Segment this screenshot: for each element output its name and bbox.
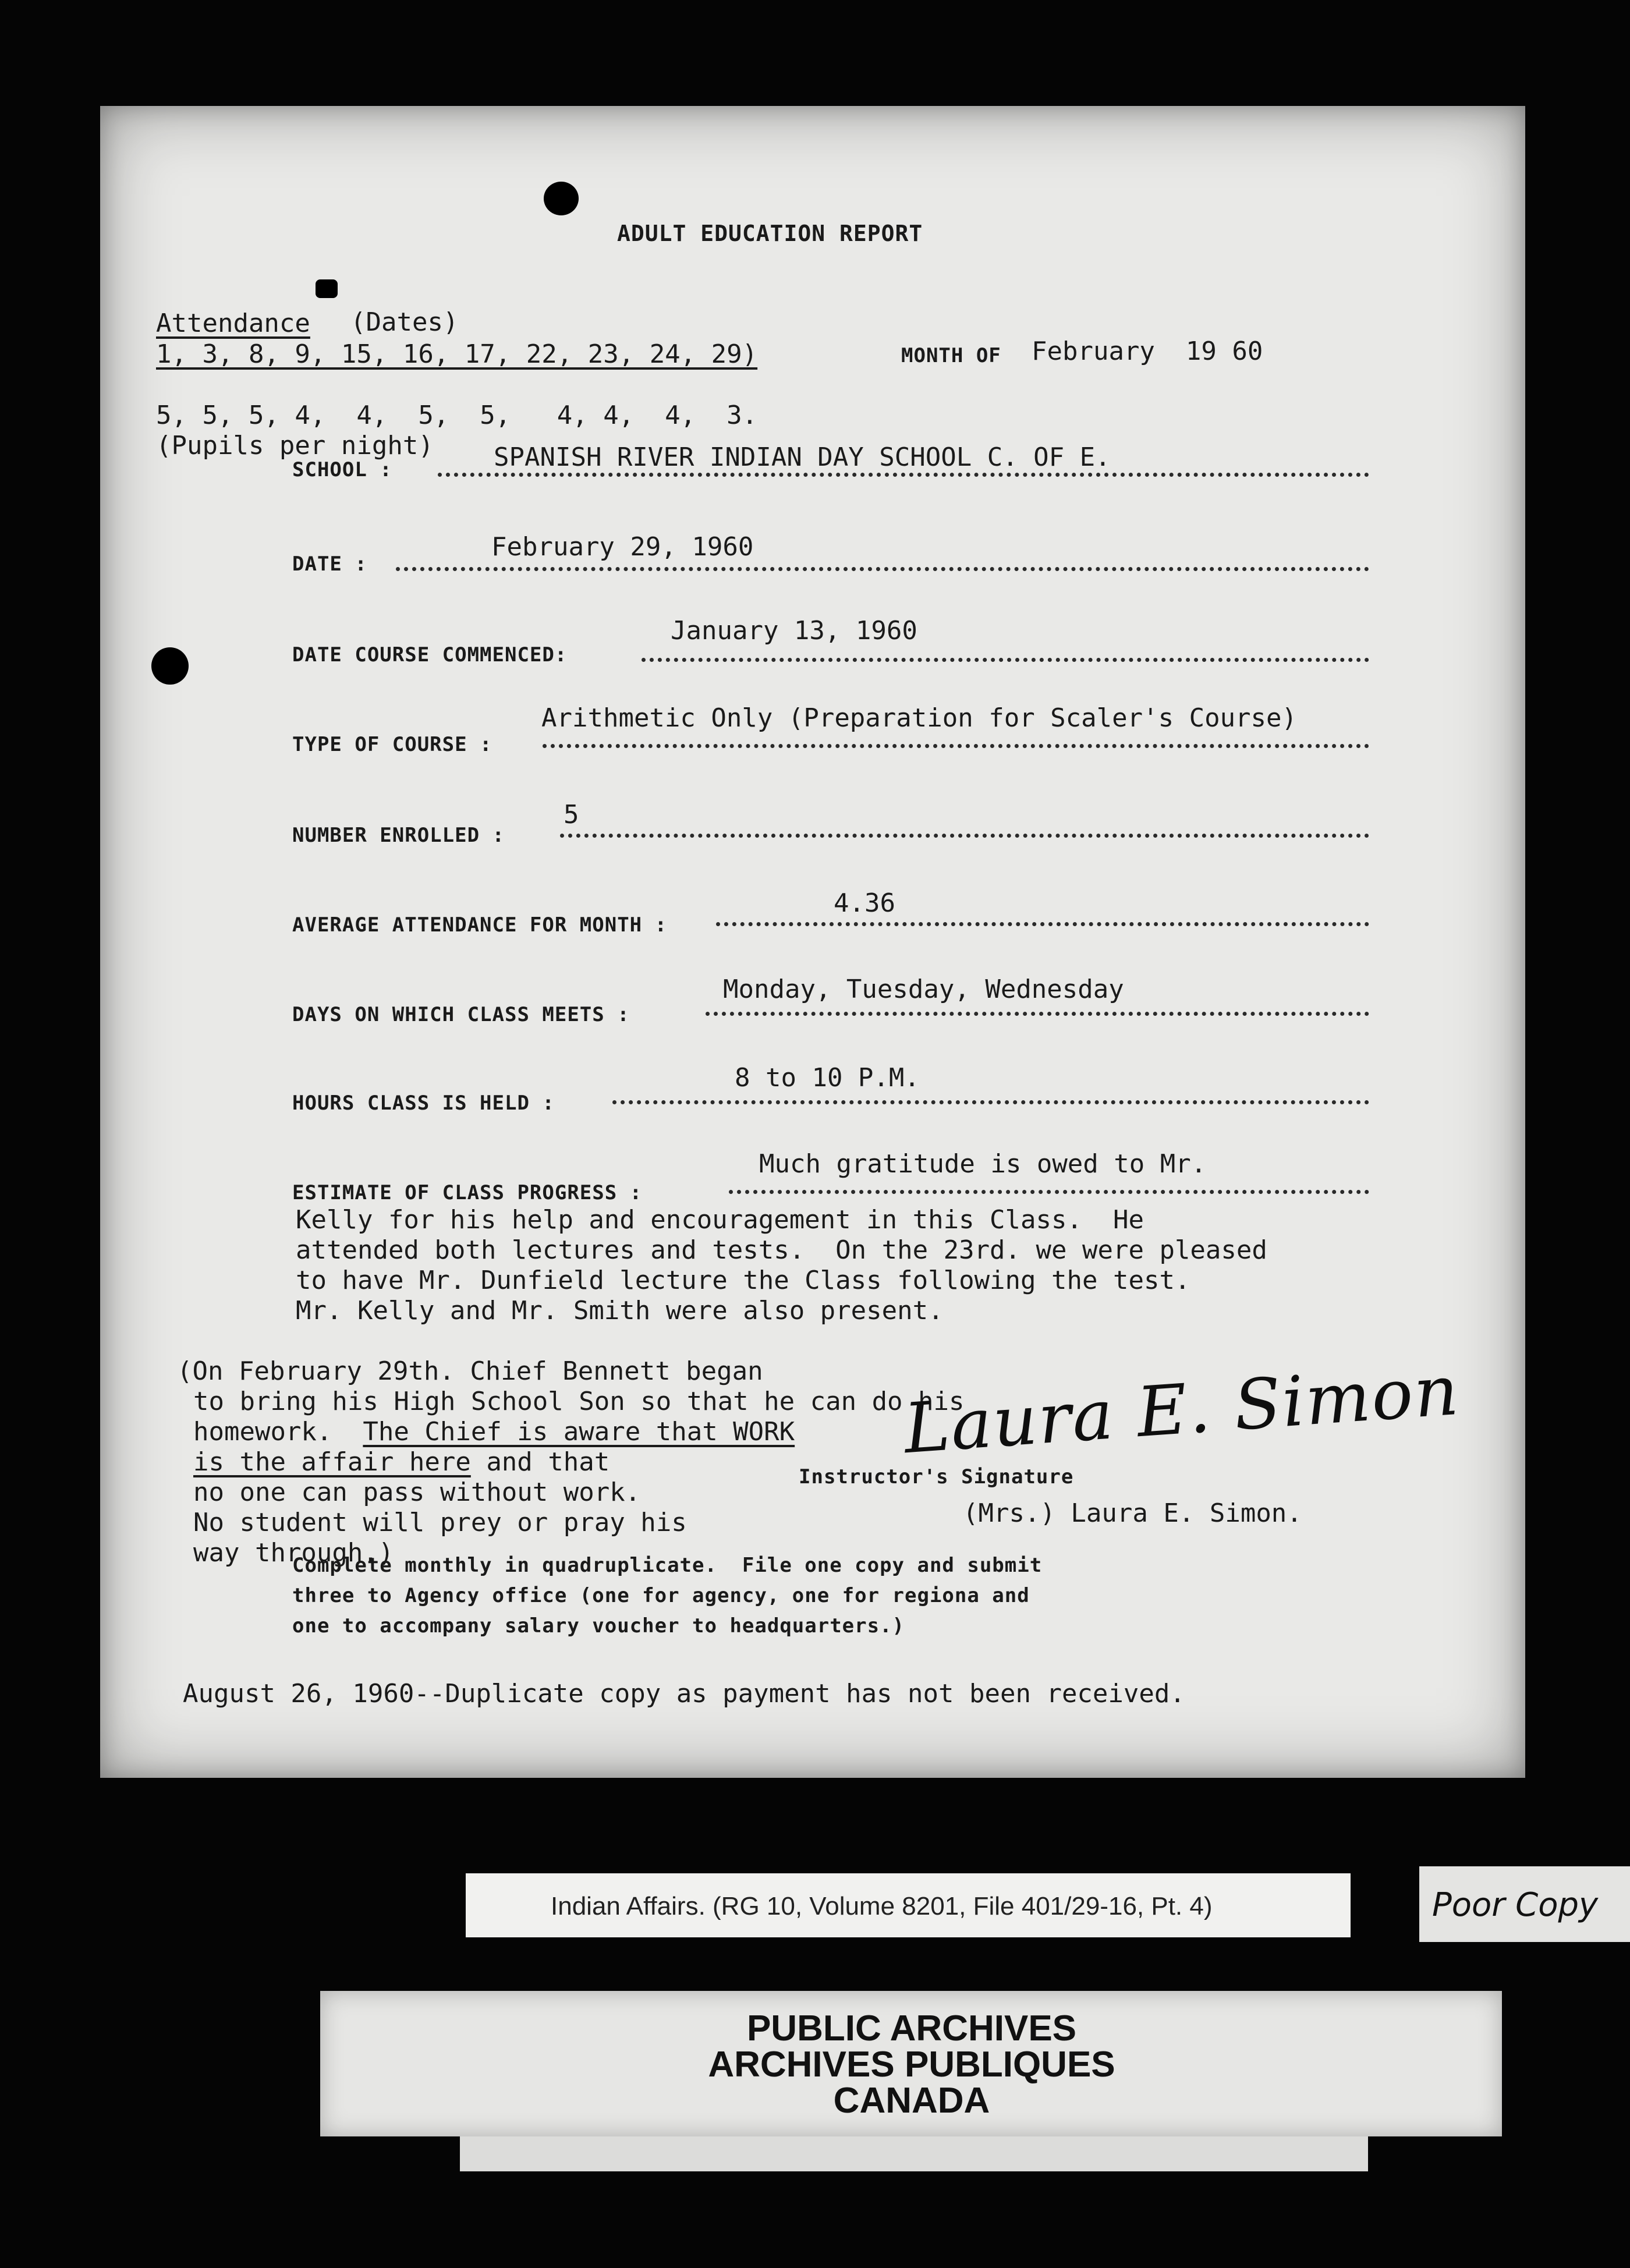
class-hours-dotted-line [612, 1100, 1369, 1104]
pupils-per-night-label: (Pupils per night) [156, 431, 434, 460]
remarks-text: homework. [193, 1417, 363, 1447]
class-days-dotted-line [706, 1012, 1369, 1016]
remarks-line [193, 1419, 795, 1445]
instructions-line: one to accompany salary voucher to headquarters.) [292, 1614, 905, 1638]
ink-blot [544, 182, 579, 215]
punch-hole [151, 647, 189, 685]
duplicate-copy-note: August 26, 1960--Duplicate copy as payment has not been received. [183, 1679, 1185, 1709]
document-page [100, 106, 1525, 1778]
month-label: MONTH OF [901, 344, 1001, 367]
instructor-handwritten-signature: Laura E. Simon [901, 1349, 1462, 1469]
archive-stamp-line: ARCHIVES PUBLIQUES [708, 2044, 1115, 2085]
remarks-text: and that [470, 1447, 610, 1477]
course-type-value: Arithmetic Only (Preparation for Scaler's Course) [541, 703, 1298, 733]
class-progress-value: Much gratitude is owed to Mr. [759, 1149, 1207, 1179]
archive-stamp-line: CANADA [833, 2081, 990, 2121]
course-commenced-dotted-line [642, 658, 1369, 662]
number-enrolled-value: 5 [564, 800, 579, 830]
report-title: ADULT EDUCATION REPORT [617, 221, 923, 246]
remarks-line: no one can pass without work. [193, 1477, 641, 1507]
archive-stamp [329, 2008, 1494, 2121]
school-dotted-line [438, 473, 1369, 477]
month-value: February 19 60 [1032, 336, 1263, 366]
course-commenced-label: DATE COURSE COMMENCED: [292, 643, 568, 667]
course-commenced-value: January 13, 1960 [671, 616, 917, 646]
average-attendance-value: 4.36 [834, 888, 895, 918]
average-attendance-dotted-line [716, 922, 1369, 926]
class-progress-dotted-line [729, 1190, 1369, 1194]
poor-copy-note: Poor Copy [1432, 1886, 1599, 1924]
class-progress-label: ESTIMATE OF CLASS PROGRESS : [292, 1181, 643, 1204]
number-enrolled-dotted-line [560, 834, 1369, 838]
class-hours-label: HOURS CLASS IS HELD : [292, 1092, 555, 1115]
class-progress-line: Kelly for his help and encouragement in this Class. He [296, 1205, 1144, 1235]
school-value: SPANISH RIVER INDIAN DAY SCHOOL C. OF E. [494, 442, 1111, 472]
class-progress-line: to have Mr. Dunfield lecture the Class following the test. [296, 1266, 1190, 1295]
remarks-line [193, 1447, 610, 1477]
instructor-typed-name: (Mrs.) Laura E. Simon. [963, 1498, 1302, 1528]
class-progress-line: attended both lectures and tests. On the 23rd. we were pleased [296, 1235, 1267, 1265]
instructor-signature-label: Instructor's Signature [799, 1465, 1074, 1489]
date-value: February 29, 1960 [491, 532, 754, 562]
date-dotted-line [396, 567, 1369, 571]
remarks-underlined-text: is the affair here [193, 1447, 471, 1477]
class-hours-value: 8 to 10 P.M. [735, 1063, 920, 1093]
instructions-line: three to Agency office (one for agency, one for regiona and [292, 1584, 1030, 1607]
archive-stamp-underband [460, 2136, 1368, 2171]
attendance-label: Attendance [156, 309, 310, 338]
date-label: DATE : [292, 552, 367, 576]
remarks-line: to bring his High School Son so that he can do his [193, 1387, 965, 1416]
attendance-dates-label: (Dates) [350, 307, 459, 337]
remarks-underlined-text: The Chief is aware that WORK [363, 1417, 795, 1447]
remarks-line: No student will prey or pray his [193, 1508, 687, 1537]
pupils-per-night-counts: 5, 5, 5, 4, 4, 5, 5, 4, 4, 4, 3. [156, 401, 758, 430]
archive-citation: Indian Affairs. (RG 10, Volume 8201, File 401/29-16, Pt. 4) [551, 1892, 1213, 1920]
course-type-dotted-line [543, 744, 1369, 748]
average-attendance-label: AVERAGE ATTENDANCE FOR MONTH : [292, 913, 668, 937]
attendance-dates: 1, 3, 8, 9, 15, 16, 17, 22, 23, 24, 29) [156, 339, 758, 369]
archive-stamp-line: PUBLIC ARCHIVES [746, 2008, 1077, 2049]
remarks-line: way through.) [193, 1538, 394, 1568]
ink-blot [316, 279, 338, 298]
number-enrolled-label: NUMBER ENROLLED : [292, 824, 505, 847]
course-type-label: TYPE OF COURSE : [292, 733, 492, 756]
class-progress-line: Mr. Kelly and Mr. Smith were also present. [296, 1296, 944, 1326]
instructions-line: Complete monthly in quadruplicate. File one copy and submit [292, 1554, 1043, 1577]
class-days-value: Monday, Tuesday, Wednesday [723, 974, 1124, 1004]
school-label: SCHOOL : [292, 458, 392, 481]
class-days-label: DAYS ON WHICH CLASS MEETS : [292, 1003, 630, 1026]
remarks-line: (On February 29th. Chief Bennett began [177, 1356, 763, 1386]
